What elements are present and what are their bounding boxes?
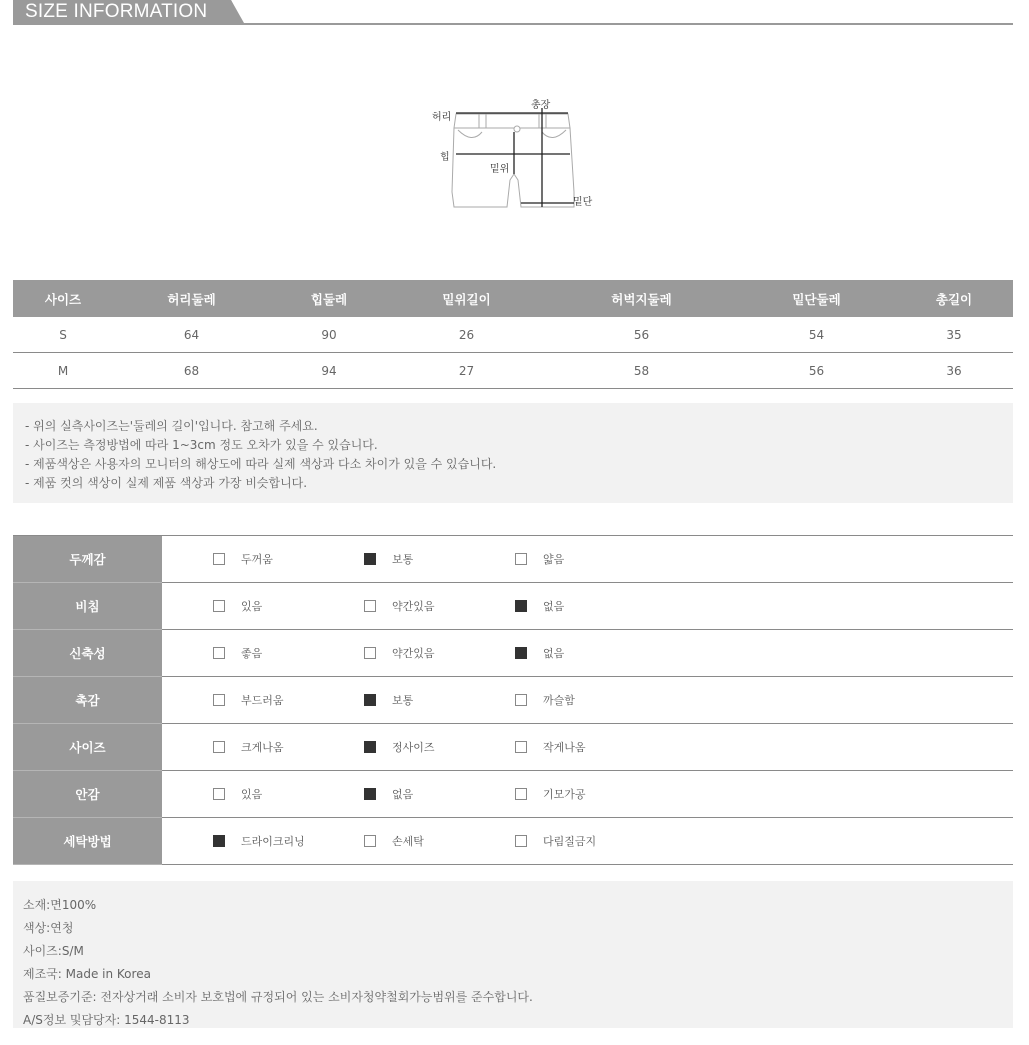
attribute-options	[162, 630, 1013, 677]
material-info: 소재:면100%	[23, 898, 97, 912]
attribute-options	[162, 771, 1013, 818]
attribute-label: 신축성	[13, 630, 162, 677]
option-label: 약간있음	[392, 600, 435, 613]
attribute-option[interactable]	[515, 739, 586, 755]
attribute-row	[13, 677, 1013, 724]
title-tab-slant	[231, 0, 245, 23]
attribute-label: 안감	[13, 771, 162, 818]
attribute-row	[13, 724, 1013, 771]
checkbox[interactable]	[213, 600, 225, 612]
checkbox[interactable]	[515, 835, 527, 847]
table-row	[13, 353, 1013, 389]
checked-checkbox[interactable]	[364, 694, 376, 706]
total-length-label: 총장	[531, 100, 551, 111]
attribute-label: 세탁방법	[13, 818, 162, 865]
attribute-row	[13, 536, 1013, 583]
fabric-attributes-table	[13, 535, 1013, 865]
table-cell: 27	[388, 353, 545, 389]
attribute-row	[13, 630, 1013, 677]
attribute-options	[162, 677, 1013, 724]
attribute-label: 사이즈	[13, 724, 162, 771]
attribute-option[interactable]	[213, 598, 262, 614]
option-label: 부드러움	[241, 694, 284, 707]
checked-checkbox[interactable]	[364, 741, 376, 753]
section-title-bar	[13, 0, 1013, 25]
attribute-option[interactable]	[364, 786, 413, 802]
shorts-measurement-diagram	[424, 92, 604, 217]
column-header: 총길이	[895, 280, 1013, 317]
column-header: 밑단둘레	[738, 280, 895, 317]
hip-label: 힙	[440, 152, 450, 163]
table-cell: 56	[545, 317, 738, 353]
table-cell: 94	[270, 353, 388, 389]
table-cell: 36	[895, 353, 1013, 389]
attribute-option[interactable]	[515, 833, 596, 849]
option-label: 있음	[241, 788, 263, 801]
checked-checkbox[interactable]	[515, 647, 527, 659]
checkbox[interactable]	[213, 741, 225, 753]
option-label: 손세탁	[392, 835, 424, 848]
column-header: 허벅지둘레	[545, 280, 738, 317]
checkbox[interactable]	[213, 694, 225, 706]
option-label: 다림질금지	[543, 835, 597, 848]
table-cell: M	[13, 353, 113, 389]
attribute-option[interactable]	[364, 833, 424, 849]
attribute-option[interactable]	[364, 739, 435, 755]
attribute-option[interactable]	[213, 786, 262, 802]
attribute-option[interactable]	[213, 833, 305, 849]
size-table-header-row	[13, 280, 1013, 317]
attribute-option[interactable]	[364, 645, 435, 661]
note-line: - 사이즈는 측정방법에 따라 1~3cm 정도 오차가 있을 수 있습니다.	[25, 438, 378, 452]
checkbox[interactable]	[213, 553, 225, 565]
column-header: 허리둘레	[113, 280, 270, 317]
checkbox[interactable]	[515, 741, 527, 753]
option-label: 보통	[392, 553, 414, 566]
attribute-row	[13, 818, 1013, 865]
table-cell: 35	[895, 317, 1013, 353]
option-label: 정사이즈	[392, 741, 435, 754]
origin-info: 제조국: Made in Korea	[23, 967, 151, 981]
table-cell: 56	[738, 353, 895, 389]
option-label: 없음	[543, 647, 565, 660]
note-line: - 제품 컷의 색상이 실제 제품 색상과 가장 비슷합니다.	[25, 476, 308, 490]
option-label: 없음	[392, 788, 414, 801]
checkbox[interactable]	[364, 835, 376, 847]
attribute-row	[13, 771, 1013, 818]
table-cell: 26	[388, 317, 545, 353]
attribute-option[interactable]	[515, 786, 586, 802]
checked-checkbox[interactable]	[364, 553, 376, 565]
color-info: 색상:연청	[23, 921, 74, 935]
product-info-panel	[13, 881, 1013, 1028]
table-cell: 68	[113, 353, 270, 389]
section-title: SIZE INFORMATION	[25, 1, 208, 22]
option-label: 크게나옴	[241, 741, 284, 754]
table-cell: 58	[545, 353, 738, 389]
checked-checkbox[interactable]	[364, 788, 376, 800]
checked-checkbox[interactable]	[213, 835, 225, 847]
note-line: - 제품색상은 사용자의 모니터의 해상도에 따라 실제 색상과 다소 차이가 있을 수 있습니다.	[25, 457, 497, 471]
table-row	[13, 317, 1013, 353]
option-label: 보통	[392, 694, 414, 707]
as-contact-info: A/S정보 및담당자: 1544-8113	[23, 1013, 190, 1027]
checkbox[interactable]	[364, 600, 376, 612]
attribute-label: 촉감	[13, 677, 162, 724]
attribute-label: 비침	[13, 583, 162, 630]
column-header: 밑위길이	[388, 280, 545, 317]
attribute-option[interactable]	[364, 551, 413, 567]
column-header: 사이즈	[13, 280, 113, 317]
option-label: 작게나옴	[543, 741, 586, 754]
checkbox[interactable]	[515, 553, 527, 565]
checkbox[interactable]	[213, 647, 225, 659]
option-label: 좋음	[241, 647, 263, 660]
quality-guarantee-info: 품질보증기준: 전자상거래 소비자 보호법에 규정되어 있는 소비자청약철회가능범위를 준수합니다.	[23, 990, 533, 1004]
attribute-option[interactable]	[213, 551, 273, 567]
option-label: 드라이크리닝	[241, 835, 305, 848]
attribute-option[interactable]	[515, 692, 575, 708]
size-notes-panel	[13, 403, 1013, 503]
attribute-option[interactable]	[515, 598, 564, 614]
section-title-tab	[13, 0, 231, 23]
rise-label: 밑위	[490, 164, 510, 175]
checkbox[interactable]	[515, 788, 527, 800]
table-cell: S	[13, 317, 113, 353]
table-cell: 90	[270, 317, 388, 353]
attribute-option[interactable]	[213, 739, 284, 755]
waist-label: 허리	[432, 112, 452, 123]
attribute-row	[13, 583, 1013, 630]
attribute-options	[162, 724, 1013, 771]
checkbox[interactable]	[364, 647, 376, 659]
size-table	[13, 280, 1013, 389]
column-header: 힙둘레	[270, 280, 388, 317]
note-line: - 위의 실측사이즈는'둘레의 길이'입니다. 참고해 주세요.	[25, 419, 318, 433]
attribute-option[interactable]	[515, 551, 564, 567]
attribute-label: 두께감	[13, 536, 162, 583]
table-cell: 54	[738, 317, 895, 353]
attribute-options	[162, 818, 1013, 865]
option-label: 까슬함	[543, 694, 575, 707]
option-label: 두꺼움	[241, 553, 273, 566]
option-label: 기모가공	[543, 788, 586, 801]
attribute-option[interactable]	[213, 645, 262, 661]
attribute-option[interactable]	[364, 598, 435, 614]
checked-checkbox[interactable]	[515, 600, 527, 612]
size-info: 사이즈:S/M	[23, 944, 84, 958]
attribute-option[interactable]	[515, 645, 564, 661]
attribute-options	[162, 583, 1013, 630]
attribute-option[interactable]	[213, 692, 284, 708]
hem-label: 밑단	[573, 197, 593, 208]
option-label: 얇음	[543, 553, 565, 566]
table-cell: 64	[113, 317, 270, 353]
option-label: 있음	[241, 600, 263, 613]
option-label: 약간있음	[392, 647, 435, 660]
option-label: 없음	[543, 600, 565, 613]
checkbox[interactable]	[515, 694, 527, 706]
checkbox[interactable]	[213, 788, 225, 800]
attribute-options	[162, 536, 1013, 583]
attribute-option[interactable]	[364, 692, 413, 708]
